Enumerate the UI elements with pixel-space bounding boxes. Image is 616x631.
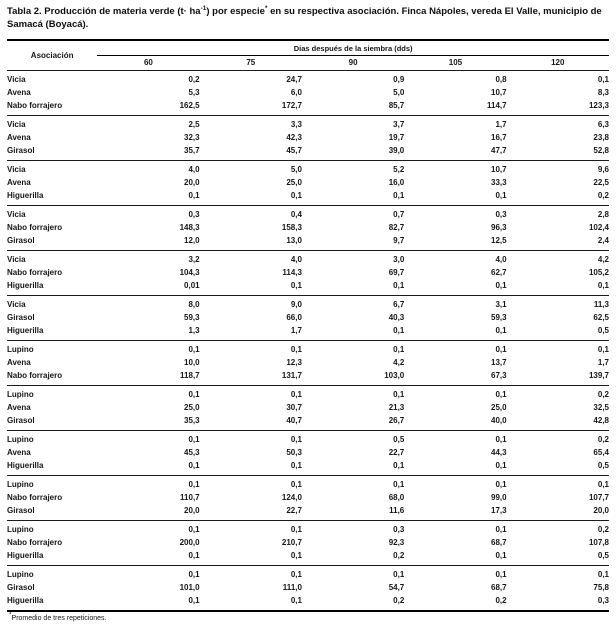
value-cell: 22,7 bbox=[388, 447, 405, 457]
table-row bbox=[7, 594, 609, 611]
value-cell: 2,5 bbox=[188, 119, 200, 129]
species-cell: Girasol bbox=[7, 505, 35, 515]
value-cell: 0,1 bbox=[393, 389, 405, 399]
footnote bbox=[9, 611, 609, 622]
title-superscript-exponent: -1 bbox=[200, 4, 207, 12]
value-cell: 0,1 bbox=[393, 344, 405, 354]
value-cell: 17,3 bbox=[491, 505, 507, 515]
species-cell: Girasol bbox=[7, 312, 35, 322]
table-row bbox=[7, 189, 609, 206]
column-header-asociacion: Asociación bbox=[30, 50, 74, 60]
value-cell: 139,7 bbox=[588, 370, 609, 380]
species-cell: Girasol bbox=[7, 582, 35, 592]
value-cell: 92,3 bbox=[388, 537, 405, 547]
value-cell: 13,7 bbox=[491, 357, 507, 367]
value-cell: 68,7 bbox=[491, 537, 507, 547]
value-cell: 0,2 bbox=[597, 190, 609, 200]
table-row bbox=[7, 565, 609, 581]
value-cell: 0,1 bbox=[495, 460, 507, 470]
value-cell: 16,7 bbox=[491, 132, 507, 142]
footnote-marker: * bbox=[9, 611, 12, 619]
table-row bbox=[7, 401, 609, 414]
table-row bbox=[7, 250, 609, 266]
value-cell: 85,7 bbox=[388, 100, 405, 110]
species-cell: Lupino bbox=[7, 434, 34, 444]
value-cell: 62,7 bbox=[491, 267, 507, 277]
table-row bbox=[7, 385, 609, 401]
value-cell: 0,1 bbox=[188, 550, 200, 560]
value-cell: 102,4 bbox=[588, 222, 609, 232]
table-row bbox=[7, 234, 609, 251]
species-cell: Avena bbox=[7, 177, 31, 187]
value-cell: 0,9 bbox=[393, 74, 405, 84]
value-cell: 33,3 bbox=[491, 177, 507, 187]
value-cell: 162,5 bbox=[179, 100, 200, 110]
species-cell: Lupino bbox=[7, 479, 34, 489]
table-group bbox=[7, 115, 609, 160]
species-cell: Nabo forrajero bbox=[7, 492, 63, 502]
value-cell: 0,1 bbox=[290, 389, 302, 399]
value-cell: 0,1 bbox=[290, 280, 302, 290]
title-text-3: en su respectiva asociación. Finca Nápoles, vereda El Valle, municipio de Samacá (Boyacá). bbox=[7, 6, 602, 30]
value-cell: 1,7 bbox=[495, 119, 507, 129]
table-group bbox=[7, 475, 609, 520]
species-cell: Higuerilla bbox=[7, 280, 44, 290]
value-cell: 13,0 bbox=[286, 235, 302, 245]
value-cell: 2,8 bbox=[597, 209, 609, 219]
value-cell: 101,0 bbox=[179, 582, 200, 592]
value-cell: 0,2 bbox=[188, 74, 200, 84]
value-cell: 19,7 bbox=[388, 132, 405, 142]
value-cell: 25,0 bbox=[286, 177, 302, 187]
table-row bbox=[7, 70, 609, 86]
table-row bbox=[7, 205, 609, 221]
value-cell: 24,7 bbox=[286, 74, 302, 84]
species-cell: Higuerilla bbox=[7, 595, 44, 605]
column-header-120: 120 bbox=[551, 57, 565, 67]
value-cell: 12,3 bbox=[286, 357, 302, 367]
value-cell: 0,7 bbox=[393, 209, 405, 219]
table-row bbox=[7, 295, 609, 311]
value-cell: 114,7 bbox=[487, 100, 507, 110]
data-table bbox=[7, 39, 609, 612]
value-cell: 0,1 bbox=[188, 389, 200, 399]
value-cell: 12,5 bbox=[491, 235, 507, 245]
value-cell: 68,7 bbox=[491, 582, 507, 592]
value-cell: 118,7 bbox=[180, 370, 200, 380]
value-cell: 0,1 bbox=[495, 389, 507, 399]
value-cell: 3,7 bbox=[393, 119, 405, 129]
table-row bbox=[7, 446, 609, 459]
species-cell: Higuerilla bbox=[7, 550, 44, 560]
value-cell: 22,5 bbox=[593, 177, 609, 187]
value-cell: 9,0 bbox=[290, 299, 302, 309]
value-cell: 110,7 bbox=[180, 492, 200, 502]
species-cell: Higuerilla bbox=[7, 190, 44, 200]
value-cell: 4,0 bbox=[495, 254, 507, 264]
value-cell: 0,1 bbox=[495, 550, 507, 560]
value-cell: 0,1 bbox=[495, 524, 507, 534]
value-cell: 20,0 bbox=[593, 505, 609, 515]
value-cell: 59,3 bbox=[491, 312, 507, 322]
value-cell: 4,0 bbox=[188, 164, 200, 174]
table-group bbox=[7, 70, 609, 115]
value-cell: 0,01 bbox=[184, 280, 200, 290]
value-cell: 0,1 bbox=[188, 595, 200, 605]
species-cell: Nabo forrajero bbox=[7, 267, 63, 277]
table-row bbox=[7, 369, 609, 386]
title-superscript-asterisk: * bbox=[264, 4, 268, 12]
value-cell: 0,1 bbox=[393, 569, 405, 579]
value-cell: 0,5 bbox=[393, 434, 405, 444]
value-cell: 0,1 bbox=[290, 524, 302, 534]
value-cell: 0,2 bbox=[495, 595, 507, 605]
table-row bbox=[7, 86, 609, 99]
table-group bbox=[7, 430, 609, 475]
value-cell: 82,7 bbox=[388, 222, 405, 232]
value-cell: 50,3 bbox=[286, 447, 302, 457]
value-cell: 107,7 bbox=[588, 492, 609, 502]
value-cell: 0,1 bbox=[393, 190, 405, 200]
value-cell: 0,2 bbox=[393, 595, 405, 605]
header-row-dds bbox=[7, 55, 609, 70]
value-cell: 42,8 bbox=[593, 415, 609, 425]
table-row bbox=[7, 356, 609, 369]
value-cell: 44,3 bbox=[491, 447, 507, 457]
value-cell: 20,0 bbox=[184, 505, 200, 515]
column-header-90: 90 bbox=[348, 57, 358, 67]
value-cell: 1,7 bbox=[290, 325, 302, 335]
value-cell: 0,1 bbox=[495, 190, 507, 200]
table-group bbox=[7, 205, 609, 250]
table-title bbox=[7, 6, 609, 32]
value-cell: 0,1 bbox=[597, 74, 609, 84]
value-cell: 16,0 bbox=[388, 177, 405, 187]
species-cell: Avena bbox=[7, 132, 31, 142]
value-cell: 66,0 bbox=[286, 312, 302, 322]
value-cell: 0,1 bbox=[495, 280, 507, 290]
value-cell: 0,2 bbox=[393, 550, 405, 560]
value-cell: 3,3 bbox=[290, 119, 302, 129]
table-group bbox=[7, 340, 609, 385]
value-cell: 0,3 bbox=[597, 595, 609, 605]
table-row bbox=[7, 176, 609, 189]
table-row bbox=[7, 414, 609, 431]
species-cell: Vicia bbox=[7, 164, 26, 174]
value-cell: 114,3 bbox=[282, 267, 302, 277]
value-cell: 45,3 bbox=[184, 447, 200, 457]
value-cell: 0,2 bbox=[597, 434, 609, 444]
table-row bbox=[7, 115, 609, 131]
species-cell: Lupino bbox=[7, 524, 34, 534]
table-group bbox=[7, 250, 609, 295]
species-cell: Vicia bbox=[7, 74, 26, 84]
value-cell: 22,7 bbox=[286, 505, 302, 515]
species-cell: Avena bbox=[7, 87, 31, 97]
value-cell: 67,3 bbox=[491, 370, 507, 380]
table-row bbox=[7, 160, 609, 176]
value-cell: 111,0 bbox=[282, 582, 302, 592]
value-cell: 25,0 bbox=[491, 402, 507, 412]
value-cell: 0,2 bbox=[597, 524, 609, 534]
value-cell: 99,0 bbox=[491, 492, 507, 502]
value-cell: 148,3 bbox=[179, 222, 200, 232]
value-cell: 0,1 bbox=[597, 280, 609, 290]
column-header-105: 105 bbox=[448, 57, 463, 67]
value-cell: 40,7 bbox=[286, 415, 302, 425]
species-cell: Girasol bbox=[7, 235, 35, 245]
value-cell: 0,1 bbox=[290, 344, 302, 354]
value-cell: 131,7 bbox=[281, 370, 302, 380]
table-group bbox=[7, 385, 609, 430]
species-cell: Girasol bbox=[7, 415, 35, 425]
table-row bbox=[7, 581, 609, 594]
value-cell: 4,2 bbox=[393, 357, 405, 367]
value-cell: 20,0 bbox=[184, 177, 200, 187]
title-text-2: ) por especie bbox=[206, 6, 265, 17]
value-cell: 4,0 bbox=[290, 254, 302, 264]
table-row bbox=[7, 144, 609, 161]
value-cell: 0,3 bbox=[188, 209, 200, 219]
value-cell: 35,7 bbox=[184, 145, 200, 155]
table-row bbox=[7, 491, 609, 504]
species-cell: Higuerilla bbox=[7, 325, 44, 335]
footnote-text: Promedio de tres repeticiones. bbox=[11, 614, 107, 622]
value-cell: 9,7 bbox=[393, 235, 405, 245]
table-row bbox=[7, 311, 609, 324]
value-cell: 26,7 bbox=[388, 415, 405, 425]
value-cell: 0,1 bbox=[188, 434, 200, 444]
value-cell: 0,1 bbox=[290, 550, 302, 560]
value-cell: 42,3 bbox=[286, 132, 302, 142]
table-row bbox=[7, 266, 609, 279]
value-cell: 0,4 bbox=[290, 209, 302, 219]
value-cell: 2,4 bbox=[597, 235, 609, 245]
value-cell: 23,8 bbox=[593, 132, 609, 142]
value-cell: 52,8 bbox=[593, 145, 609, 155]
value-cell: 8,0 bbox=[188, 299, 200, 309]
value-cell: 124,0 bbox=[281, 492, 302, 502]
table-group bbox=[7, 520, 609, 565]
table-row bbox=[7, 131, 609, 144]
value-cell: 104,3 bbox=[179, 267, 200, 277]
value-cell: 10,7 bbox=[491, 87, 507, 97]
value-cell: 68,0 bbox=[388, 492, 405, 502]
value-cell: 40,3 bbox=[388, 312, 405, 322]
species-cell: Lupino bbox=[7, 389, 34, 399]
value-cell: 1,7 bbox=[597, 357, 609, 367]
species-cell: Vicia bbox=[7, 209, 26, 219]
value-cell: 35,3 bbox=[184, 415, 200, 425]
value-cell: 0,1 bbox=[495, 479, 507, 489]
table-row bbox=[7, 504, 609, 521]
value-cell: 1,3 bbox=[188, 325, 200, 335]
value-cell: 0,2 bbox=[597, 389, 609, 399]
column-header-dds-span: Días después de la siembra (dds) bbox=[97, 40, 609, 56]
value-cell: 10,0 bbox=[184, 357, 200, 367]
value-cell: 62,5 bbox=[593, 312, 609, 322]
value-cell: 39,0 bbox=[388, 145, 405, 155]
value-cell: 0,1 bbox=[393, 479, 405, 489]
value-cell: 0,3 bbox=[495, 209, 507, 219]
value-cell: 54,7 bbox=[388, 582, 405, 592]
value-cell: 5,3 bbox=[188, 87, 200, 97]
value-cell: 0,1 bbox=[188, 479, 200, 489]
value-cell: 5,2 bbox=[393, 164, 405, 174]
value-cell: 3,2 bbox=[188, 254, 200, 264]
value-cell: 5,0 bbox=[393, 87, 405, 97]
value-cell: 11,3 bbox=[593, 299, 609, 309]
value-cell: 21,3 bbox=[388, 402, 405, 412]
table-group bbox=[7, 160, 609, 205]
table-row bbox=[7, 549, 609, 566]
value-cell: 6,7 bbox=[393, 299, 405, 309]
table-row bbox=[7, 279, 609, 296]
species-cell: Vicia bbox=[7, 254, 26, 264]
value-cell: 40,0 bbox=[491, 415, 507, 425]
value-cell: 103,0 bbox=[384, 370, 405, 380]
value-cell: 0,1 bbox=[290, 595, 302, 605]
value-cell: 210,7 bbox=[281, 537, 302, 547]
table-row bbox=[7, 475, 609, 491]
value-cell: 0,1 bbox=[188, 524, 200, 534]
species-cell: Nabo forrajero bbox=[7, 370, 63, 380]
value-cell: 0,1 bbox=[597, 344, 609, 354]
value-cell: 8,3 bbox=[597, 87, 609, 97]
species-cell: Avena bbox=[7, 402, 31, 412]
table-group bbox=[7, 565, 609, 611]
title-text-1: Tabla 2. Producción de materia verde (t· ha bbox=[7, 6, 201, 17]
value-cell: 0,1 bbox=[188, 190, 200, 200]
header-row-top bbox=[7, 40, 609, 56]
value-cell: 105,2 bbox=[588, 267, 609, 277]
species-cell: Avena bbox=[7, 357, 31, 367]
table-group bbox=[7, 295, 609, 340]
species-cell: Girasol bbox=[7, 145, 35, 155]
value-cell: 69,7 bbox=[388, 267, 405, 277]
value-cell: 32,3 bbox=[184, 132, 200, 142]
value-cell: 0,1 bbox=[188, 569, 200, 579]
value-cell: 0,1 bbox=[597, 569, 609, 579]
value-cell: 0,1 bbox=[290, 479, 302, 489]
value-cell: 0,1 bbox=[393, 280, 405, 290]
value-cell: 158,3 bbox=[281, 222, 302, 232]
value-cell: 0,1 bbox=[188, 344, 200, 354]
value-cell: 11,6 bbox=[389, 505, 405, 515]
value-cell: 3,1 bbox=[495, 299, 507, 309]
table-row bbox=[7, 520, 609, 536]
value-cell: 0,1 bbox=[597, 479, 609, 489]
value-cell: 75,8 bbox=[593, 582, 609, 592]
value-cell: 6,3 bbox=[597, 119, 609, 129]
species-cell: Higuerilla bbox=[7, 460, 44, 470]
value-cell: 96,3 bbox=[491, 222, 507, 232]
value-cell: 200,0 bbox=[179, 537, 200, 547]
species-cell: Lupino bbox=[7, 344, 34, 354]
value-cell: 0,5 bbox=[597, 550, 609, 560]
table-row bbox=[7, 324, 609, 341]
species-cell: Nabo forrajero bbox=[7, 222, 63, 232]
value-cell: 0,1 bbox=[290, 434, 302, 444]
value-cell: 0,1 bbox=[495, 434, 507, 444]
species-cell: Avena bbox=[7, 447, 31, 457]
value-cell: 47,7 bbox=[491, 145, 507, 155]
value-cell: 0,3 bbox=[393, 524, 405, 534]
value-cell: 65,4 bbox=[593, 447, 609, 457]
value-cell: 12,0 bbox=[184, 235, 200, 245]
value-cell: 0,8 bbox=[495, 74, 507, 84]
value-cell: 0,1 bbox=[495, 344, 507, 354]
value-cell: 6,0 bbox=[290, 87, 302, 97]
species-cell: Nabo forrajero bbox=[7, 537, 63, 547]
value-cell: 0,1 bbox=[290, 569, 302, 579]
value-cell: 0,1 bbox=[495, 569, 507, 579]
table-row bbox=[7, 221, 609, 234]
value-cell: 45,7 bbox=[286, 145, 302, 155]
value-cell: 0,5 bbox=[597, 460, 609, 470]
species-cell: Nabo forrajero bbox=[7, 100, 63, 110]
table-row bbox=[7, 340, 609, 356]
column-header-75: 75 bbox=[246, 57, 256, 67]
value-cell: 32,5 bbox=[593, 402, 609, 412]
value-cell: 4,2 bbox=[597, 254, 609, 264]
table-row bbox=[7, 536, 609, 549]
value-cell: 5,0 bbox=[290, 164, 302, 174]
species-cell: Vicia bbox=[7, 299, 26, 309]
value-cell: 172,7 bbox=[281, 100, 302, 110]
table-row bbox=[7, 99, 609, 116]
value-cell: 25,0 bbox=[184, 402, 200, 412]
value-cell: 0,1 bbox=[290, 190, 302, 200]
column-header-60: 60 bbox=[143, 57, 153, 67]
value-cell: 0,1 bbox=[188, 460, 200, 470]
value-cell: 107,8 bbox=[588, 537, 609, 547]
value-cell: 123,3 bbox=[588, 100, 609, 110]
value-cell: 0,1 bbox=[393, 325, 405, 335]
species-cell: Lupino bbox=[7, 569, 34, 579]
value-cell: 9,6 bbox=[597, 164, 609, 174]
value-cell: 3,0 bbox=[393, 254, 405, 264]
value-cell: 10,7 bbox=[491, 164, 507, 174]
species-cell: Vicia bbox=[7, 119, 26, 129]
table-row bbox=[7, 430, 609, 446]
value-cell: 0,5 bbox=[597, 325, 609, 335]
value-cell: 0,1 bbox=[393, 460, 405, 470]
value-cell: 0,1 bbox=[290, 460, 302, 470]
value-cell: 0,1 bbox=[495, 325, 507, 335]
value-cell: 30,7 bbox=[286, 402, 302, 412]
table-row bbox=[7, 459, 609, 476]
table-header bbox=[7, 40, 609, 71]
value-cell: 59,3 bbox=[184, 312, 200, 322]
